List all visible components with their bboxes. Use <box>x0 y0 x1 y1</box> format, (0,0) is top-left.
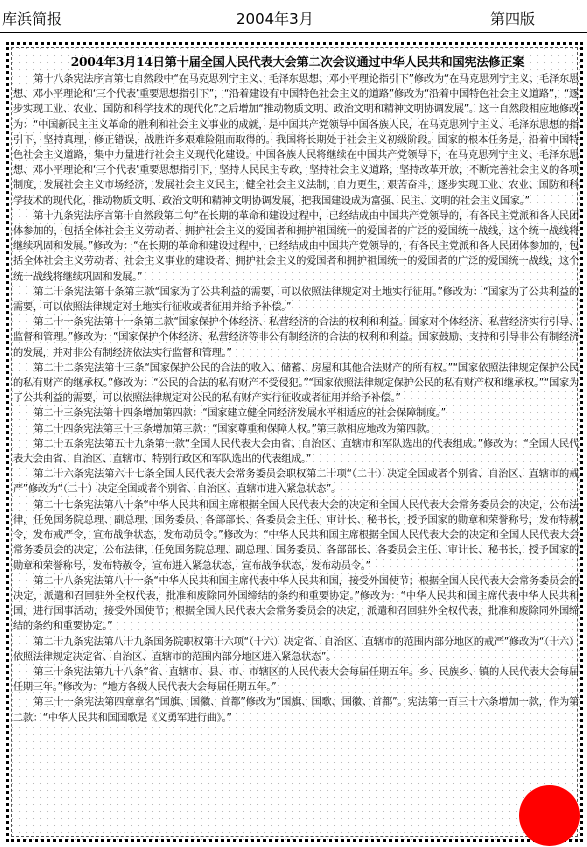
article-title: 2004年3月14日第十届全国人民代表大会第二次会议通过中华人民共和国宪法修正案 <box>70 55 525 69</box>
paragraph-art18: 第十八条宪法序言第七自然段中“在马克思列宁主义、毛泽东思想、邓小平理论指引下”修改为“在马克思列宁主义、毛泽东思想、邓小平理论和‘三个代表’重要思想指引下”，“沿着建设有中国特色社会主义的道路”修改为“沿着中国特色社会主义道路”，“逐步实现工业、农业、国防和科学技术的现代化”之后增加“推动物质文明、政治文明和精神文明协调发展”。这一自然段相应地修改为：“中国新民主主义革命的胜利和社会主义事业的成就，是中国共产党领导中国各族人民，在马克思列宁主义、毛泽东思想的指引下，坚持真理，修正错误，战胜许多艰难险阻而取得的。我国将长期处于社会主义初级阶段。国家的根本任务是，沿着中国特色社会主义道路，集中力量进行社会主义现代化建设。中国各族人民将继续在中国共产党领导下，在马克思列宁主义、毛泽东思想、邓小平理论和‘三个代表’重要思想指引下，坚持人民民主专政，坚持社会主义道路，坚持改革开放，不断完善社会主义的各项制度，发展社会主义市场经济，发展社会主义民主，健全社会主义法制，自力更生，艰苦奋斗，逐步实现工业、农业、国防和科学技术的现代化，推动物质文明、政治文明和精神文明协调发展，把我国建设成为富强、民主、文明的社会主义国家。” <box>13 74 579 207</box>
paragraph-art21: 第二十一条宪法第十一条第二款“国家保护个体经济、私营经济的合法的权利和利益。国家对个体经济、私营经济实行引导、监督和管理。”修改为：“国家保护个体经济、私营经济等非公有制经济的合法的权利和利益。国家鼓励、支持和引导非公有制经济的发展，并对非公有制经济依法实行监督和管理。” <box>13 317 579 359</box>
paragraph-art23: 第二十三条宪法第十四条增加第四款：“国家建立健全同经济发展水平相适应的社会保障制度。” <box>33 408 446 420</box>
issue-date: 2004年3月 <box>236 10 314 28</box>
paragraph-art27: 第二十七条宪法第八十条“中华人民共和国主席根据全国人民代表大会的决定和全国人民代表大会常务委员会的决定，公布法律，任免国务院总理、副总理、国务委员、各部部长、各委员会主任、审计长、秘书长，授予国家的勋章和荣誉称号，发布特赦令，发布戒严令，宣布战争状态，发布动员令。”修改为：“中华人民共和国主席根据全国人民代表大会的决定和全国人民代表大会常务委员会的决定，公布法律，任免国务院总理、副总理、国务委员、各部部长、各委员会主任、审计长、秘书长，授予国家的勋章和荣誉称号，发布特赦令，宣布进入紧急状态，宣布战争状态，发布动员令。” <box>13 499 579 572</box>
edition-label: 第四版 <box>490 10 536 28</box>
paragraph-art25: 第二十五条宪法第五十九条第一款“全国人民代表大会由省、自治区、直辖市和军队选出的代表组成。”修改为：“全国人民代表大会由省、自治区、直辖市、特别行政区和军队选出的代表组成。” <box>13 438 579 466</box>
red-stamp <box>519 785 580 846</box>
article-body <box>13 72 579 726</box>
page-header <box>0 0 587 34</box>
paragraph-art28: 第二十八条宪法第八十一条“中华人民共和国主席代表中华人民共和国，接受外国使节；根据全国人民代表大会常务委员会的决定，派遣和召回驻外全权代表，批准和废除同外国缔结的条约和重要协定。”修改为：“中华人民共和国主席代表中华人民共和国，进行国事活动，接受外国使节；根据全国人民代表大会常务委员会的决定，派遣和召回驻外全权代表，批准和废除同外国缔结的条约和重要协定。” <box>13 575 579 633</box>
paragraph-art20: 第二十条宪法第十条第三款“国家为了公共利益的需要，可以依照法律规定对土地实行征用。”修改为：“国家为了公共利益的需要，可以依照法律规定对土地实行征收或者征用并给予补偿。” <box>13 286 579 314</box>
article-frame <box>6 42 583 842</box>
paragraph-art30: 第三十条宪法第九十八条“省、直辖市、县、市、市辖区的人民代表大会每届任期五年。乡、民族乡、镇的人民代表大会每届任期三年。”修改为：“地方各级人民代表大会每届任期五年。” <box>13 666 579 694</box>
paragraph-art31: 第三十一条宪法第四章章名“国旗、国徽、首都”修改为“国旗、国歌、国徽、首都”。宪法第一百三十六条增加一款，作为第二款：“中华人民共和国国歌是《义勇军进行曲》。” <box>13 697 579 724</box>
paragraph-art29: 第二十九条宪法第八十九条国务院职权第十六项“（十六）决定省、自治区、直辖市的范围内部分地区的戒严”修改为“（十六）依照法律规定决定省、自治区、直辖市的范围内部分地区进入紧急状态”。 <box>13 636 579 663</box>
header-rule <box>0 32 587 33</box>
publication-name: 库浜简报 <box>2 10 63 28</box>
paragraph-art26: 第二十六条宪法第六十七条全国人民代表大会常务委员会职权第二十项“（二十）决定全国或者个别省、自治区、直辖市的戒严”修改为“（二十）决定全国或者个别省、自治区、直辖市进入紧急状态”。 <box>13 469 579 496</box>
paragraph-art22: 第二十二条宪法第十三条“国家保护公民的合法的收入、储蓄、房屋和其他合法财产的所有权。”“国家依照法律规定保护公民的私有财产的继承权。”修改为：“公民的合法的私有财产不受侵犯。”“国家依照法律规定保护公民的私有财产权和继承权。”“国家为了公共利益的需要，可以依照法律规定对公民的私有财产实行征收或者征用并给予补偿。” <box>13 362 579 405</box>
paragraph-art19: 第十九条宪法序言第十自然段第二句“在长期的革命和建设过程中，已经结成由中国共产党领导的，有各民主党派和各人民团体参加的，包括全体社会主义劳动者、拥护社会主义的爱国者和拥护祖国统一的爱国者的广泛的爱国统一战线，这个统一战线将继续巩固和发展。”修改为：“在长期的革命和建设过程中，已经结成由中国共产党领导的，有各民主党派和各人民团体参加的，包括全体社会主义劳动者、社会主义事业的建设者、拥护社会主义的爱国者和拥护祖国统一的爱国者的广泛的爱国统一战线，这个统一战线将继续巩固和发展。” <box>13 210 579 283</box>
paragraph-art24: 第二十四条宪法第三十三条增加第三款：“国家尊重和保障人权。”第三款相应地改为第四款。 <box>33 423 436 435</box>
